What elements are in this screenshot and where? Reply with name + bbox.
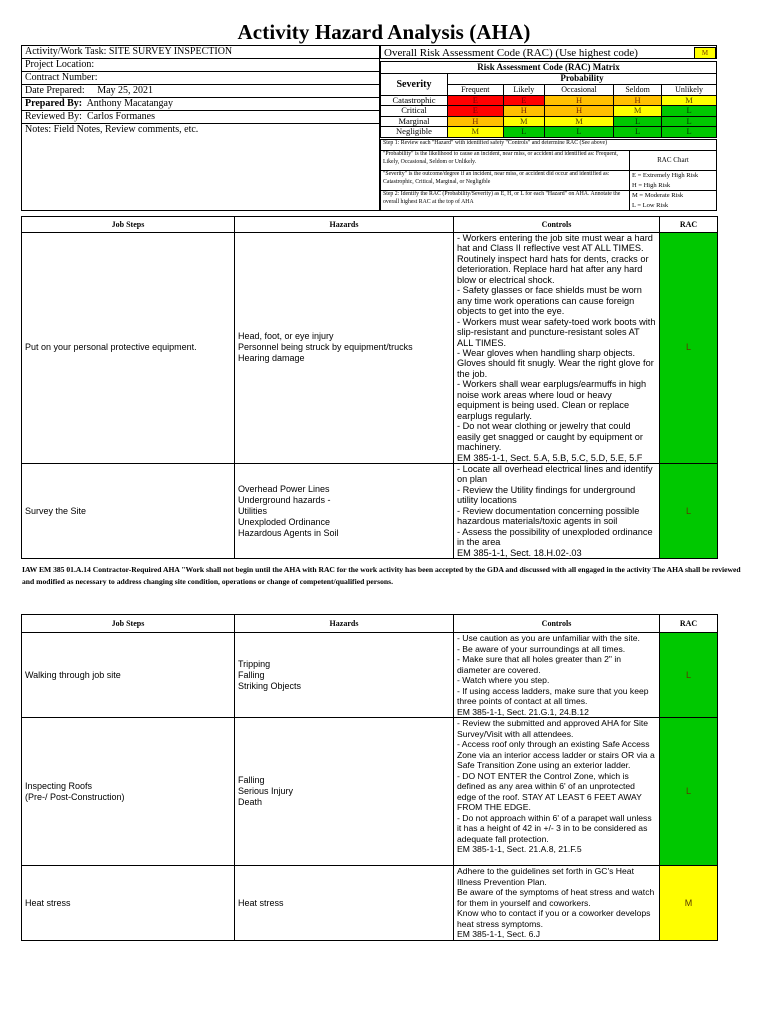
controls-header: Controls — [454, 217, 660, 233]
job-step: Survey the Site — [22, 463, 235, 558]
rac-cell: L — [660, 233, 718, 464]
rac-chart-l: L = Low Risk — [632, 201, 669, 209]
hazards-header: Hazards — [235, 217, 454, 233]
controls-cell: - Locate all overhead electrical lines and identify on plan - Review the Utility findings for underground utility locations - Review documentation concerning possible hazardous materials/toxic agents in soil - Assess the possibility of unexploded ordinance in the area EM 385-1-1, Sect. 18.H.02-.03 — [454, 463, 660, 558]
prepared-by-value: Anthony Macatangay — [86, 98, 173, 109]
hazards-cell: Overhead Power Lines Underground hazards - Utilities Unexploded Ordinance Hazardous Agents in Soil — [235, 463, 454, 558]
matrix-cell: H — [544, 95, 613, 106]
job-step: Inspecting Roofs (Pre-/ Post-Construction) — [22, 718, 235, 866]
hazards-cell: Heat stress — [235, 866, 454, 941]
probability-definition: "Probability" is the likelihood to cause an incident, near miss, or accident and identified as: Frequent, Likely, Occasional, Seldom or Unlikely. — [381, 151, 630, 171]
controls-cell: Adhere to the guidelines set forth in GC's Heat Illness Prevention Plan. Be aware of the symptoms of heat stress and watch for them in yourself and coworkers. Know who to contact if you or a coworker develops heat stress symptoms. EM 385-1-1, Sect. 6.J — [454, 866, 660, 941]
matrix-cell: E — [448, 106, 504, 117]
activity-value: SITE SURVEY INSPECTION — [108, 46, 233, 57]
reviewed-by-value: Carlos Formanes — [86, 111, 155, 122]
matrix-cell: M — [544, 116, 613, 127]
controls-cell: - Review the submitted and approved AHA for Site Survey/Visit with all attendees. - Access roof only through an existing Safe Access Zone via an interior access ladder or stairs OR via a Safe Transition Zone using an exterior ladder. - DO NOT ENTER the Control Zone, which is defined as any area within 6' of an unprotected edge of the roof. STAY AT LEAST 6 FEET AWAY FROM THE EDGE. - Do not approach within 6' of a parapet wall unless it has a height of 42 in +/- 3 in to be considered as adequate fall protection. EM 385-1-1, Sect. 21.A.8, 21.F.5 — [454, 718, 660, 866]
table-row — [22, 633, 718, 718]
rac-cell: L — [660, 633, 718, 718]
rac-chart-e: E = Extremely High Risk — [632, 172, 699, 179]
table-row — [22, 233, 718, 464]
matrix-cell: L — [662, 127, 717, 138]
table-row — [22, 718, 718, 866]
step1-text: Step 1: Review each "Hazard" with identified safety "Controls" and determine RAC (See above) — [381, 140, 717, 151]
matrix-cell: H — [448, 116, 504, 127]
table-row — [22, 463, 718, 558]
rac-matrix — [380, 61, 717, 138]
job-steps-header: Job Steps — [22, 217, 235, 233]
probability-header: Probability — [448, 74, 717, 85]
severity-marginal: Marginal — [381, 116, 448, 127]
rac-header: RAC — [660, 217, 718, 233]
hazards-cell: Tripping Falling Striking Objects — [235, 633, 454, 718]
matrix-row — [381, 95, 717, 106]
matrix-cell: M — [662, 95, 717, 106]
controls-cell: - Use caution as you are unfamiliar with the site. - Be aware of your surroundings at all times. - Make sure that all holes greater than 2" in diameter are covered. - Watch where you step. - If using access ladders, make sure that you keep three points of contact at all times. EM 385-1-1, Sect. 21.G.1, 24.B.12 — [454, 633, 660, 718]
matrix-cell: H — [614, 95, 662, 106]
matrix-cell: M — [448, 127, 504, 138]
matrix-cell: H — [503, 106, 544, 117]
controls-cell: - Workers entering the job site must wear a hard hat and Class II reflective vest AT ALL TIMES. Routinely inspect hard hats for dents, cracks or deterioration. Replace hard hat after any hard blow or electrical shock. - Safety glasses or face shields must be worn any time work operations can cause foreign objects to get into the eye. - Workers must wear safety-toed work boots with slip-resistant and puncture-resistant soles AT ALL TIMES. - Wear gloves when handling sharp objects. Gloves should fit snugly. Wear the right glove for the job. - Workers shall wear earplugs/earmuffs in high noise work areas where loud or heavy equipment is being used. Clean or replace earplugs regularly. - Do not wear clothing or jewelry that could easily get snagged or caught by equipment or machinery. EM 385-1-1, Sect. 5.A, 5.B, 5.C, 5.D, 5.E, 5.F — [454, 233, 660, 464]
header-info-table — [21, 45, 380, 211]
hazards-header: Hazards — [235, 615, 454, 633]
date-prepared-value: May 25, 2021 — [97, 85, 154, 96]
matrix-row — [381, 106, 717, 117]
overall-rac-label: Overall Risk Assessment Code (RAC) (Use highest code) — [380, 45, 717, 59]
matrix-cell: L — [662, 106, 717, 117]
probability-col-occasional: Occasional — [544, 85, 613, 96]
contract-number-cell: Contract Number: — [22, 72, 380, 85]
matrix-cell: E — [503, 95, 544, 106]
rac-chart-label: RAC Chart — [630, 151, 717, 171]
hazards-cell: Head, foot, or eye injury Personnel being struck by equipment/trucks Hearing damage — [235, 233, 454, 464]
matrix-cell: M — [503, 116, 544, 127]
controls-header: Controls — [454, 615, 660, 633]
matrix-cell: L — [503, 127, 544, 138]
probability-col-seldom: Seldom — [614, 85, 662, 96]
matrix-title: Risk Assessment Code (RAC) Matrix — [381, 62, 717, 74]
matrix-cell: E — [448, 95, 504, 106]
matrix-cell: L — [544, 127, 613, 138]
matrix-row — [381, 127, 717, 138]
severity-definition: "Severity" is the outcome/degree if an incident, near miss, or accident did occur and identified as: Catastrophic, Critical, Marginal, or Negligible — [381, 171, 630, 191]
activity-cell: Activity/Work Task: SITE SURVEY INSPECTION — [22, 46, 380, 59]
notes-cell: Notes: Field Notes, Review comments, etc. — [22, 124, 380, 211]
date-prepared-cell: Date Prepared: May 25, 2021 — [22, 85, 380, 98]
probability-col-likely: Likely — [503, 85, 544, 96]
severity-catastrophic: Catastrophic — [381, 95, 448, 106]
job-steps-header: Job Steps — [22, 615, 235, 633]
probability-col-frequent: Frequent — [448, 85, 504, 96]
overall-rac-value: M — [694, 47, 716, 59]
project-location-cell: Project Location: — [22, 59, 380, 72]
matrix-cell: M — [614, 106, 662, 117]
reviewed-by-cell: Reviewed By: Carlos Formanes — [22, 111, 380, 124]
severity-negligible: Negligible — [381, 127, 448, 138]
hazard-table-1 — [21, 216, 718, 559]
rac-cell: L — [660, 718, 718, 866]
job-step: Walking through job site — [22, 633, 235, 718]
rac-chart-m: M = Moderate Risk — [632, 192, 684, 199]
step2-text: Step 2: Identify the RAC (Probability/Severity) as E, H, or L for each "Hazard" on AHA. Annotate the overall highest RAC at the top of AHA — [381, 191, 630, 211]
hazard-table-2 — [21, 614, 718, 941]
prepared-by-cell: Prepared By: Anthony Macatangay — [22, 98, 380, 111]
job-step: Heat stress — [22, 866, 235, 941]
severity-header: Severity — [381, 74, 448, 96]
table-row — [22, 866, 718, 941]
rac-cell: L — [660, 463, 718, 558]
job-step: Put on your personal protective equipment. — [22, 233, 235, 464]
severity-critical: Critical — [381, 106, 448, 117]
matrix-cell: H — [544, 106, 613, 117]
page-title: Activity Hazard Analysis (AHA) — [237, 20, 531, 44]
matrix-cell: L — [614, 116, 662, 127]
probability-col-unlikely: Unlikely — [662, 85, 717, 96]
rac-chart-h: H = High Risk — [632, 181, 671, 189]
rac-instructions — [380, 139, 717, 211]
rac-header: RAC — [660, 615, 718, 633]
matrix-row — [381, 116, 717, 127]
rac-cell: M — [660, 866, 718, 941]
matrix-cell: L — [614, 127, 662, 138]
matrix-cell: L — [662, 116, 717, 127]
aha-note: IAW EM 385 01.A.14 Contractor-Required AHA "Work shall not begin until the AHA with RAC for the work activity has been accepted by the GDA and discussed with all engaged in the activity The AHA shall be reviewed and modified as necessary to address changing site condition, operations or change of competent/qualified persons. — [22, 565, 741, 586]
hazards-cell: Falling Serious Injury Death — [235, 718, 454, 866]
